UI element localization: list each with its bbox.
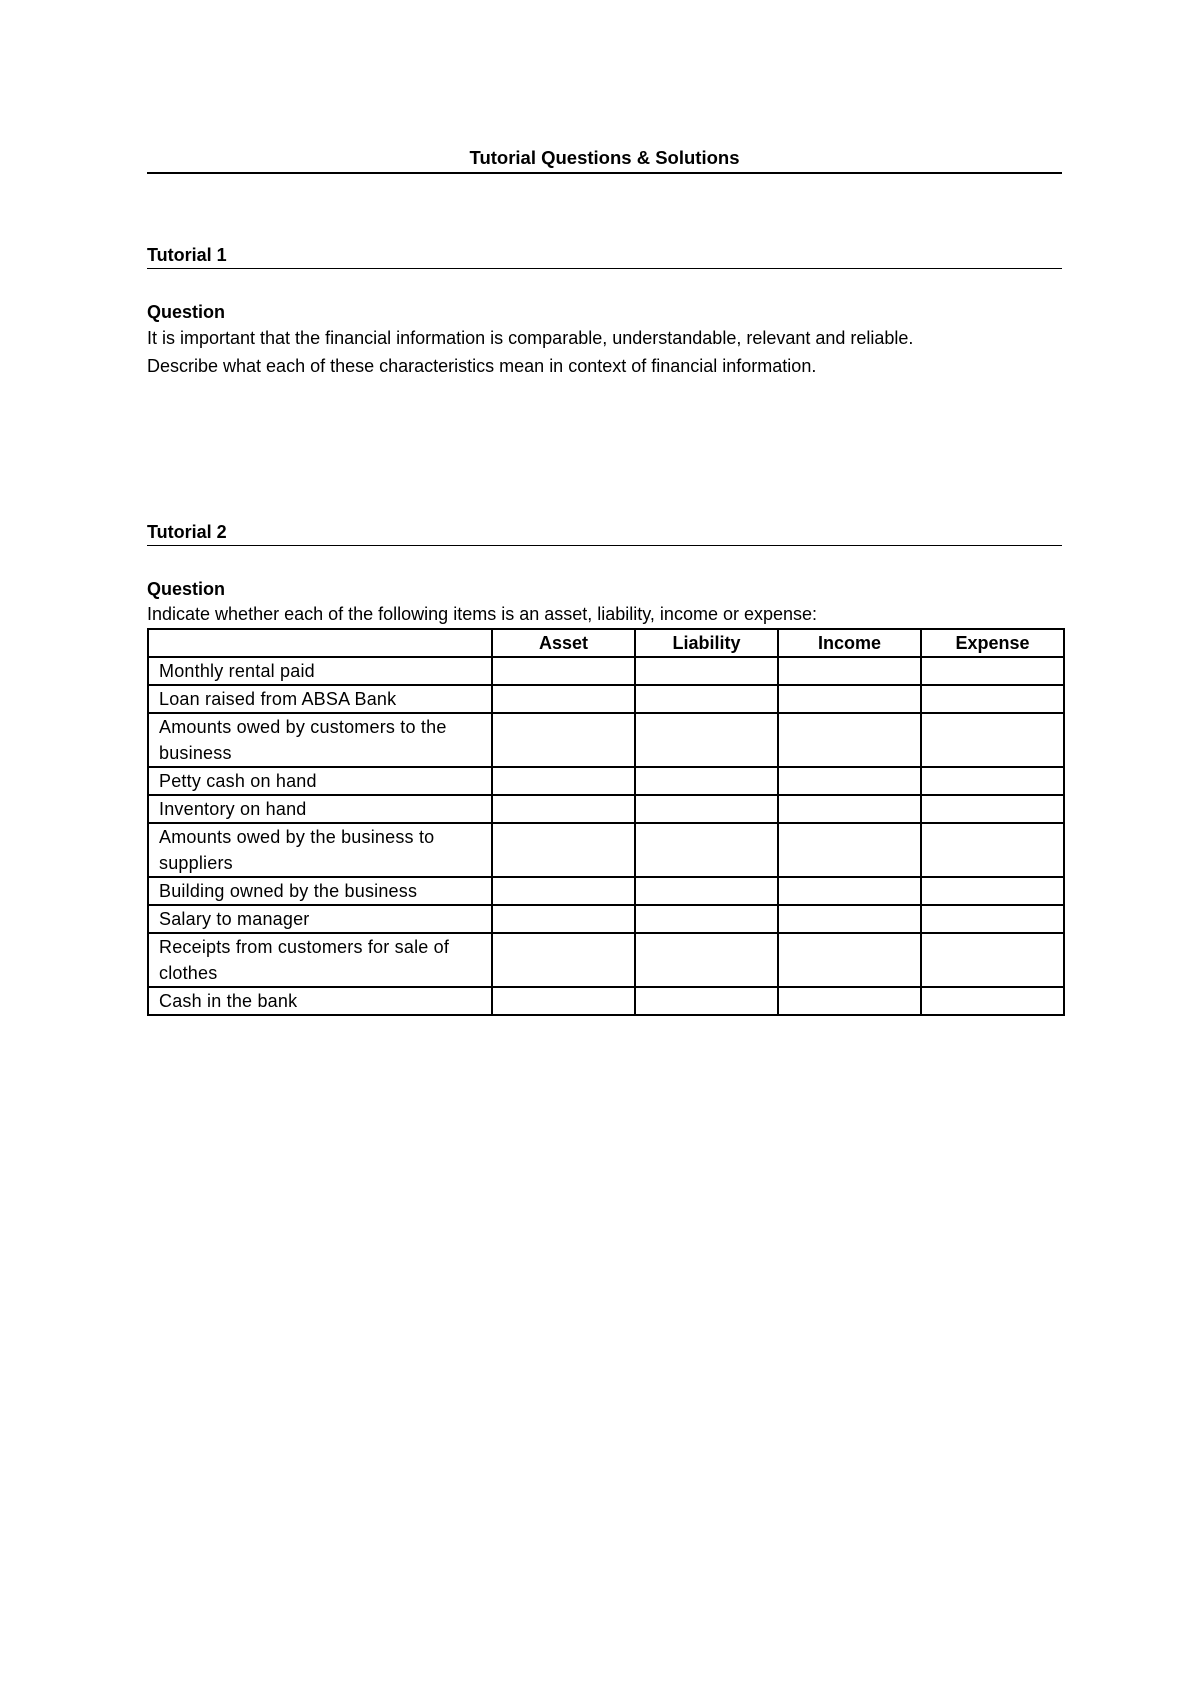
income-answer-cell[interactable]: [778, 905, 921, 933]
tutorial-2-rule: [147, 545, 1062, 546]
asset-answer-cell[interactable]: [492, 933, 635, 987]
asset-answer-cell[interactable]: [492, 877, 635, 905]
tutorial-1-question-line: Describe what each of these characteristics mean in context of financial information.: [147, 356, 817, 376]
asset-answer-cell[interactable]: [492, 795, 635, 823]
table-row: [148, 795, 1064, 823]
table-row: [148, 713, 1064, 767]
table-row: [148, 905, 1064, 933]
tutorial-1-question-line: It is important that the financial information is comparable, understandable, relevant and reliable.: [147, 328, 914, 348]
expense-answer-cell[interactable]: [921, 905, 1064, 933]
table-row: [148, 767, 1064, 795]
expense-answer-cell[interactable]: [921, 713, 1064, 767]
asset-answer-cell[interactable]: [492, 657, 635, 685]
asset-answer-cell[interactable]: [492, 713, 635, 767]
classification-table: [147, 628, 1065, 1016]
table-header-cell: [148, 629, 492, 657]
tutorial-2-instruction-text: Indicate whether each of the following items is an asset, liability, income or expense:: [147, 604, 818, 624]
item-cell: Petty cash on hand: [148, 767, 492, 795]
liability-answer-cell[interactable]: [635, 713, 778, 767]
table-row: [148, 657, 1064, 685]
liability-answer-cell[interactable]: [635, 905, 778, 933]
table-header-cell: Income: [778, 629, 921, 657]
item-cell: Loan raised from ABSA Bank: [148, 685, 492, 713]
expense-answer-cell[interactable]: [921, 795, 1064, 823]
income-answer-cell[interactable]: [778, 795, 921, 823]
liability-answer-cell[interactable]: [635, 933, 778, 987]
expense-answer-cell[interactable]: [921, 933, 1064, 987]
table-row: [148, 823, 1064, 877]
asset-answer-cell[interactable]: [492, 767, 635, 795]
income-answer-cell[interactable]: [778, 657, 921, 685]
table-row: [148, 685, 1064, 713]
table-row: [148, 877, 1064, 905]
table-row: [148, 933, 1064, 987]
liability-answer-cell[interactable]: [635, 823, 778, 877]
asset-answer-cell[interactable]: [492, 905, 635, 933]
liability-answer-cell[interactable]: [635, 685, 778, 713]
tutorial-2-instruction: [147, 600, 1062, 628]
expense-answer-cell[interactable]: [921, 877, 1064, 905]
tutorial-2-heading: Tutorial 2: [147, 522, 227, 542]
table-header-cell: Expense: [921, 629, 1064, 657]
table-header-row: [148, 629, 1064, 657]
income-answer-cell[interactable]: [778, 987, 921, 1015]
item-cell: Receipts from customers for sale of clothes: [148, 933, 492, 987]
tutorial-2-question-label: Question: [147, 579, 226, 599]
income-answer-cell[interactable]: [778, 877, 921, 905]
item-cell: Salary to manager: [148, 905, 492, 933]
item-cell: Monthly rental paid: [148, 657, 492, 685]
title-rule: [147, 172, 1062, 174]
expense-answer-cell[interactable]: [921, 987, 1064, 1015]
tutorial-1-question-text: [147, 324, 1062, 380]
item-cell: Building owned by the business: [148, 877, 492, 905]
expense-answer-cell[interactable]: [921, 767, 1064, 795]
item-cell: Amounts owed by customers to the business: [148, 713, 492, 767]
income-answer-cell[interactable]: [778, 823, 921, 877]
item-cell: Inventory on hand: [148, 795, 492, 823]
item-cell: Amounts owed by the business to suppliers: [148, 823, 492, 877]
liability-answer-cell[interactable]: [635, 987, 778, 1015]
asset-answer-cell[interactable]: [492, 987, 635, 1015]
income-answer-cell[interactable]: [778, 933, 921, 987]
liability-answer-cell[interactable]: [635, 767, 778, 795]
income-answer-cell[interactable]: [778, 767, 921, 795]
asset-answer-cell[interactable]: [492, 823, 635, 877]
expense-answer-cell[interactable]: [921, 823, 1064, 877]
expense-answer-cell[interactable]: [921, 657, 1064, 685]
asset-answer-cell[interactable]: [492, 685, 635, 713]
income-answer-cell[interactable]: [778, 713, 921, 767]
income-answer-cell[interactable]: [778, 685, 921, 713]
item-cell: Cash in the bank: [148, 987, 492, 1015]
liability-answer-cell[interactable]: [635, 795, 778, 823]
document-title: Tutorial Questions & Solutions: [469, 147, 740, 168]
table-header-cell: Asset: [492, 629, 635, 657]
table-row: [148, 987, 1064, 1015]
tutorial-1-heading: Tutorial 1: [147, 245, 227, 265]
table-header-cell: Liability: [635, 629, 778, 657]
expense-answer-cell[interactable]: [921, 685, 1064, 713]
tutorial-1-question-label: Question: [147, 302, 226, 322]
liability-answer-cell[interactable]: [635, 877, 778, 905]
tutorial-1-rule: [147, 268, 1062, 269]
liability-answer-cell[interactable]: [635, 657, 778, 685]
